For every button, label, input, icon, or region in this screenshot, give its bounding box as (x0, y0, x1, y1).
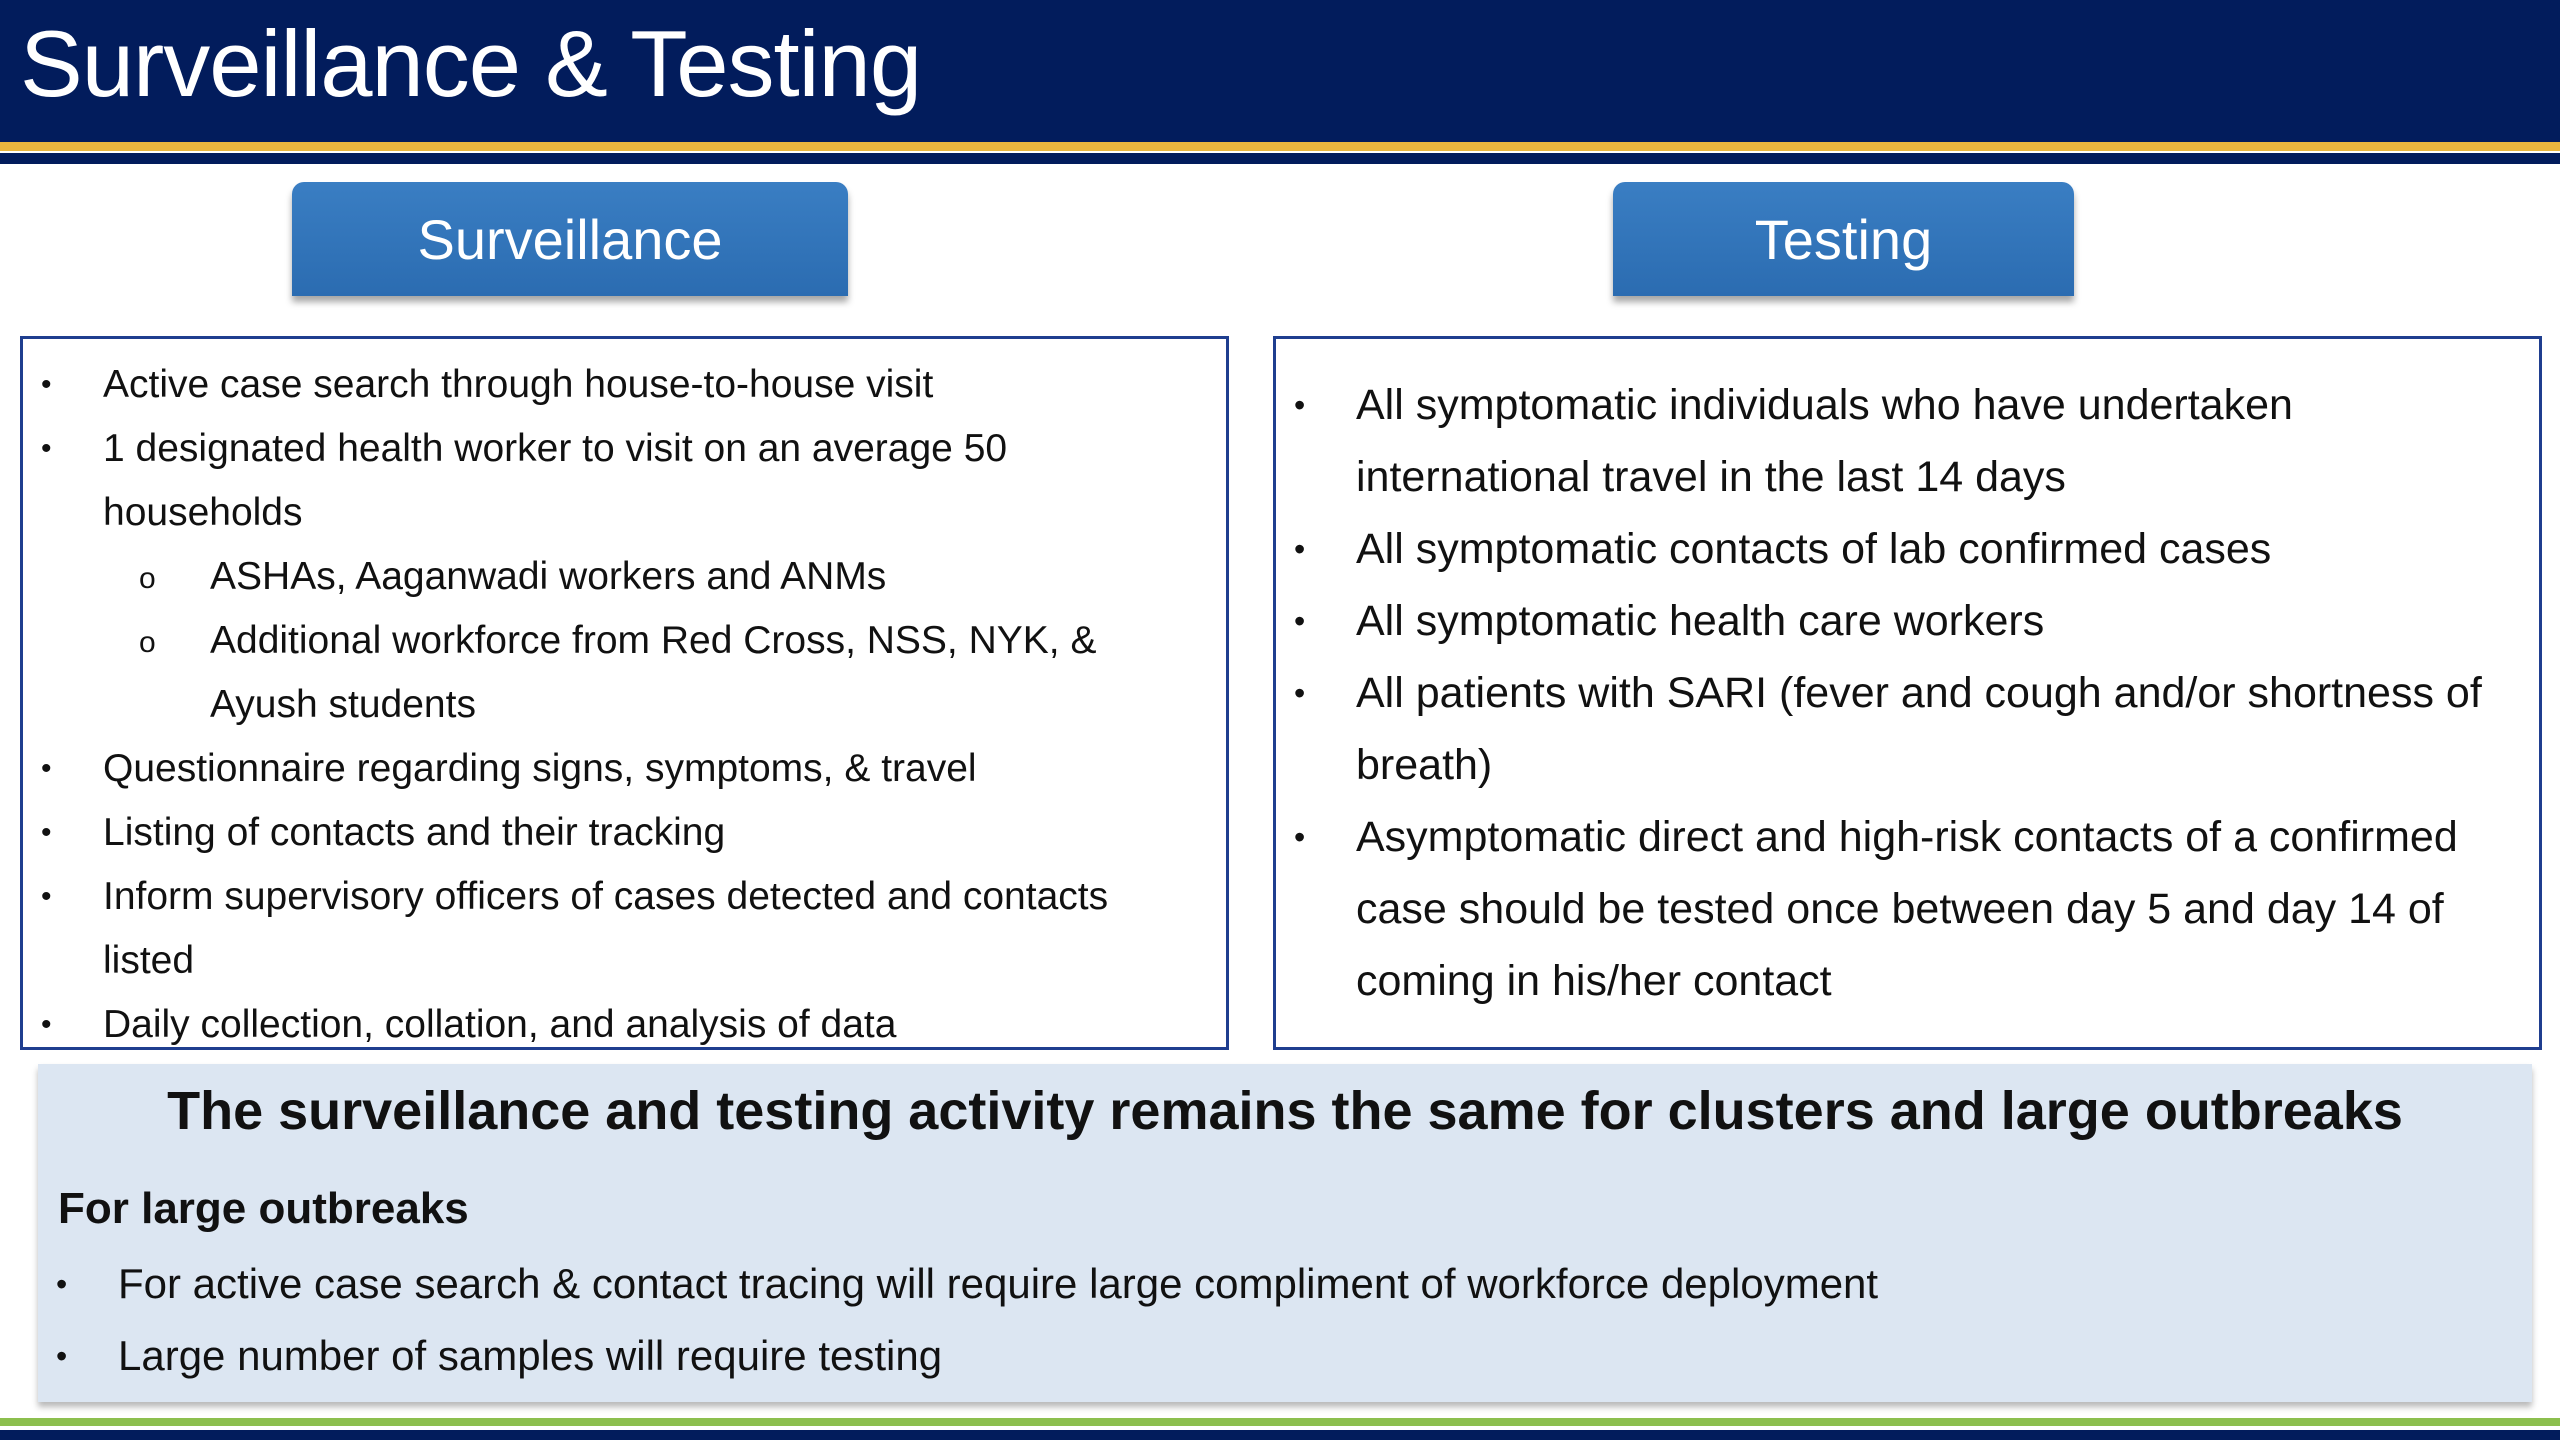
list-item: • Large number of samples will require testing (38, 1320, 2532, 1392)
list-item: • Active case search through house-to-house visit (23, 353, 1226, 417)
page-title: Surveillance & Testing (20, 11, 922, 116)
bullet-icon: • (1294, 675, 1306, 711)
gold-divider (0, 142, 2560, 151)
summary-panel (38, 1064, 2532, 1402)
bullet-icon: • (56, 1266, 68, 1302)
list-item: • Daily collection, collation, and analysis of data (23, 993, 1226, 1057)
list-item: • Questionnaire regarding signs, symptoms, & travel (23, 737, 1226, 801)
list-item: • 1 designated health worker to visit on an average 50 households (23, 417, 1226, 545)
list-item: • All symptomatic health care workers (1276, 585, 2539, 657)
bullet-icon: • (1294, 531, 1306, 567)
circle-bullet-icon: o (139, 562, 156, 595)
surveillance-list (23, 339, 1226, 1057)
navy-divider (0, 153, 2560, 164)
footer-green-rule (0, 1418, 2560, 1426)
list-item: • For active case search & contact tracing will require large compliment of workforce deployment (38, 1248, 2532, 1320)
testing-tab-label: Testing (1754, 207, 1933, 271)
testing-list (1276, 339, 2539, 1017)
sub-list-item: o Additional workforce from Red Cross, NSS, NYK, & Ayush students (23, 609, 1226, 737)
list-item: • All patients with SARI (fever and cough and/or shortness of breath) (1276, 657, 2539, 801)
list-item: • All symptomatic contacts of lab confirmed cases (1276, 513, 2539, 585)
list-item: • All symptomatic individuals who have undertaken international travel in the last 14 days (1276, 369, 2539, 513)
summary-headline: The surveillance and testing activity remains the same for clusters and large outbreaks (167, 1081, 2403, 1141)
sub-list-item: o ASHAs, Aaganwadi workers and ANMs (23, 545, 1226, 609)
surveillance-tab (292, 182, 848, 296)
bullet-icon: • (56, 1338, 68, 1374)
bullet-icon: • (41, 816, 52, 849)
bullet-icon: • (1294, 819, 1306, 855)
testing-tab (1613, 182, 2074, 296)
bullet-icon: • (41, 368, 52, 401)
surveillance-tab-label: Surveillance (417, 207, 723, 271)
surveillance-panel (20, 336, 1229, 1050)
list-item: • Asymptomatic direct and high-risk contacts of a confirmed case should be tested once between day 5 and day 14 of coming in his/her contact (1276, 801, 2539, 1017)
list-item: • Listing of contacts and their tracking (23, 801, 1226, 865)
bullet-icon: • (1294, 603, 1306, 639)
bullet-icon: • (41, 1008, 52, 1041)
summary-list (38, 1248, 2532, 1392)
summary-subheading: For large outbreaks (58, 1184, 469, 1233)
bullet-icon: • (41, 880, 52, 913)
bullet-icon: • (1294, 387, 1306, 423)
bullet-icon: • (41, 752, 52, 785)
footer-navy-rule (0, 1430, 2560, 1440)
list-item: • Inform supervisory officers of cases detected and contacts listed (23, 865, 1226, 993)
bullet-icon: • (41, 432, 52, 465)
header-bar (0, 0, 2560, 146)
circle-bullet-icon: o (139, 626, 156, 659)
testing-panel (1273, 336, 2542, 1050)
